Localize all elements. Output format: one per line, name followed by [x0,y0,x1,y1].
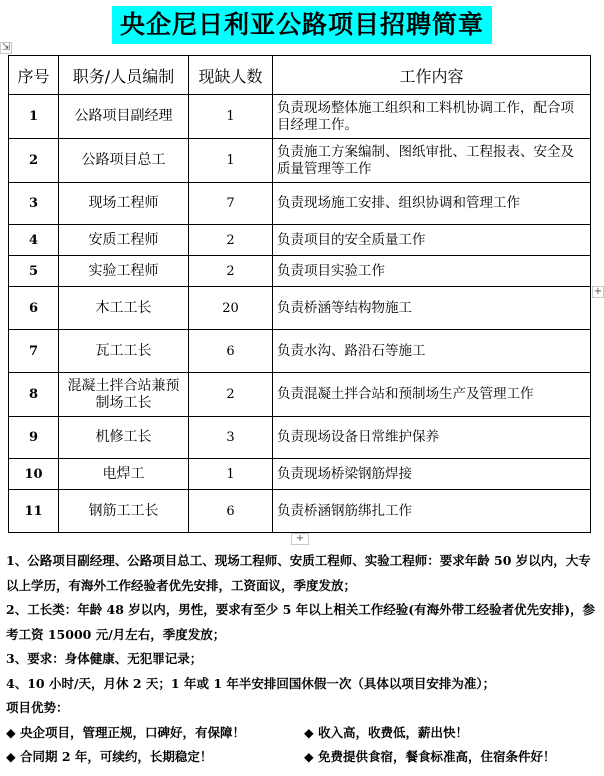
row-role: 电焊工 [59,459,189,490]
row-content: 负责现场桥梁钢筋焊接 [273,459,591,490]
row-count: 6 [189,330,273,373]
row-no: 4 [9,225,59,256]
row-no: 7 [9,330,59,373]
table-row [9,139,591,183]
row-count: 20 [189,287,273,330]
advantages-title: 项目优势： [6,700,69,715]
row-content: 负责桥涵钢筋绑扎工作 [273,490,591,533]
row-no: 2 [9,139,59,183]
page-title: 央企尼日利亚公路项目招聘简章 [112,6,492,44]
header-no: 序号 [9,56,59,95]
recruitment-table [8,55,591,533]
row-count: 2 [189,256,273,287]
row-no: 6 [9,287,59,330]
row-count: 7 [189,183,273,225]
row-content: 负责水沟、路沿石等施工 [273,330,591,373]
row-no: 11 [9,490,59,533]
header-role: 职务/人员编制 [59,56,189,95]
row-role: 安质工程师 [59,225,189,256]
advantage-item: ◆ 合同期 2 年，可续约，长期稳定！ [6,749,213,764]
row-role: 木工工长 [59,287,189,330]
advantage-item: ◆ 免费提供食宿，餐食标准高，住宿条件好！ [304,749,556,764]
row-count: 1 [189,139,273,183]
row-content: 负责现场整体施工组织和工料机协调工作，配合项目经理工作。 [273,95,591,139]
row-role: 混凝土拌合站兼预制场工长 [59,373,189,417]
table-row [9,183,591,225]
table-row [9,490,591,533]
row-count: 1 [189,459,273,490]
row-no: 1 [9,95,59,139]
title-wrapper [0,6,604,44]
row-role: 实验工程师 [59,256,189,287]
row-count: 2 [189,225,273,256]
table-row [9,225,591,256]
row-content: 负责现场施工安排、组织协调和管理工作 [273,183,591,225]
table-row [9,95,591,139]
row-count: 1 [189,95,273,139]
row-count: 2 [189,373,273,417]
header-count: 现缺人数 [189,56,273,95]
table-row [9,330,591,373]
table-row [9,287,591,330]
row-no: 10 [9,459,59,490]
row-role: 现场工程师 [59,183,189,225]
row-content: 负责施工方案编制、图纸审批、工程报表、安全及质量管理等工作 [273,139,591,183]
row-content: 负责桥涵等结构物施工 [273,287,591,330]
row-no: 5 [9,256,59,287]
table-header-row [9,56,591,95]
row-content: 负责项目实验工作 [273,256,591,287]
add-row-icon[interactable]: + [291,533,309,545]
row-count: 6 [189,490,273,533]
note-foremen: 2、工长类：年龄 48 岁以内，男性，要求有至少 5 年以上相关工作经验(有海外带工经验者优先安排)，参考工资 15000 元/月左右，季度发放； [6,602,596,642]
row-count: 3 [189,417,273,459]
row-role: 公路项目总工 [59,139,189,183]
note-requirements: 3、要求：身体健康、无犯罪记录； [6,651,203,666]
row-role: 钢筋工工长 [59,490,189,533]
table-move-handle-icon[interactable]: ⇲ [1,42,11,53]
row-no: 9 [9,417,59,459]
table-row [9,256,591,287]
row-role: 瓦工工长 [59,330,189,373]
note-schedule: 4、10 小时/天，月休 2 天；1 年或 1 年半安排回国休假一次（具体以项目安排为准）； [6,675,496,691]
advantages-row [6,745,602,770]
advantage-item: ◆ 央企项目，管理正规，口碑好，有保障！ [6,724,245,740]
note-managers: 1、公路项目副经理、公路项目总工、现场工程师、安质工程师、实验工程师：要求年龄 50 岁以内，大专以上学历，有海外工作经验者优先安排，工资面议，季度发放； [6,553,591,593]
requirements-notes [6,549,602,770]
row-content: 负责现场设备日常维护保养 [273,417,591,459]
advantage-item: ◆ 收入高，收费低，薪出快！ [304,724,468,740]
row-content: 负责混凝土拌合站和预制场生产及管理工作 [273,373,591,417]
advantages-row [6,721,602,746]
add-column-icon[interactable]: + [593,286,603,297]
table-row [9,417,591,459]
table-row [9,459,591,490]
table-row [9,373,591,417]
row-content: 负责项目的安全质量工作 [273,225,591,256]
row-no: 8 [9,373,59,417]
header-content: 工作内容 [273,56,591,95]
row-role: 公路项目副经理 [59,95,189,139]
row-no: 3 [9,183,59,225]
row-role: 机修工长 [59,417,189,459]
